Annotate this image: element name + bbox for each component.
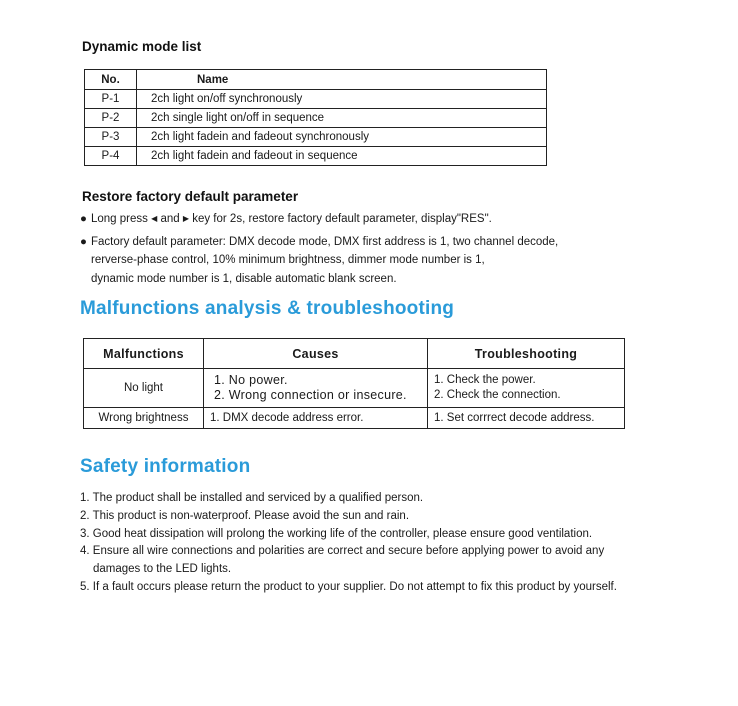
col-header-malfunctions: Malfunctions: [84, 339, 204, 369]
malfunctions-table: [83, 338, 625, 429]
col-header-causes: Causes: [204, 339, 428, 369]
mode-name: 2ch light fadein and fadeout in sequence: [137, 147, 547, 166]
causes-cell: 1. DMX decode address error.: [204, 408, 428, 429]
list-item: ● Long press ◀ and ▶ key for 2s, restore factory default parameter, display"RES".: [80, 210, 558, 229]
mode-name: 2ch single light on/off in sequence: [137, 109, 547, 128]
dynamic-mode-heading: Dynamic mode list: [82, 39, 202, 54]
mode-name: 2ch light on/off synchronously: [137, 90, 547, 109]
malfunction-cell: No light: [84, 369, 204, 408]
troubleshooting-cell: 1. Set corrrect decode address.: [428, 408, 625, 429]
table-row: [84, 408, 625, 429]
mode-no: P-4: [85, 147, 137, 166]
table-row: [85, 90, 547, 109]
mode-no: P-3: [85, 128, 137, 147]
causes-cell: 1. No power. 2. Wrong connection or insecure.: [204, 369, 428, 408]
restore-heading: Restore factory default parameter: [82, 189, 299, 204]
table-row: [84, 369, 625, 408]
list-item: ● Factory default parameter: DMX decode mode, DMX first address is 1, two channel decode, rerverse-phase control, 10% minimum brightness, dimmer mode number is 1, dynamic mode number is 1, disable automatic blank screen.: [80, 233, 558, 289]
list-item: 2. This product is non-waterproof. Please avoid the sun and rain.: [80, 509, 410, 522]
table-header-row: [84, 339, 625, 369]
bullet-icon: ●: [80, 213, 87, 225]
malfunctions-heading: Malfunctions analysis & troubleshooting: [80, 298, 455, 319]
mode-name: 2ch light fadein and fadeout synchronously: [137, 128, 547, 147]
table-row: [85, 109, 547, 128]
dynamic-mode-table: [84, 69, 547, 166]
bullet-icon: ●: [80, 235, 87, 248]
list-item: 4. Ensure all wire connections and polarities are correct and secure before applying power to avoid any: [80, 545, 605, 558]
list-item: 3. Good heat dissipation will prolong the working life of the controller, please ensure good ventilation.: [80, 527, 593, 540]
safety-heading: Safety information: [80, 456, 251, 477]
table-row: [85, 128, 547, 147]
left-arrow-icon: ◀: [151, 214, 158, 223]
list-item: damages to the LED lights.: [93, 563, 232, 576]
mode-no: P-2: [85, 109, 137, 128]
col-header-no: No.: [85, 70, 137, 90]
col-header-troubleshooting: Troubleshooting: [428, 339, 625, 369]
list-item: 5. If a fault occurs please return the product to your supplier. Do not attempt to fix this product by yourself.: [80, 580, 617, 593]
table-row: [85, 147, 547, 166]
restore-bullets: [80, 210, 558, 288]
right-arrow-icon: ▶: [182, 214, 190, 223]
col-header-name: Name: [137, 70, 547, 90]
list-item: 1. The product shall be installed and serviced by a qualified person.: [80, 492, 424, 504]
mode-no: P-1: [85, 90, 137, 109]
troubleshooting-cell: 1. Check the power. 2. Check the connection.: [428, 369, 625, 408]
malfunction-cell: Wrong brightness: [84, 408, 204, 429]
safety-list: [80, 490, 617, 597]
table-header-row: [85, 70, 547, 90]
